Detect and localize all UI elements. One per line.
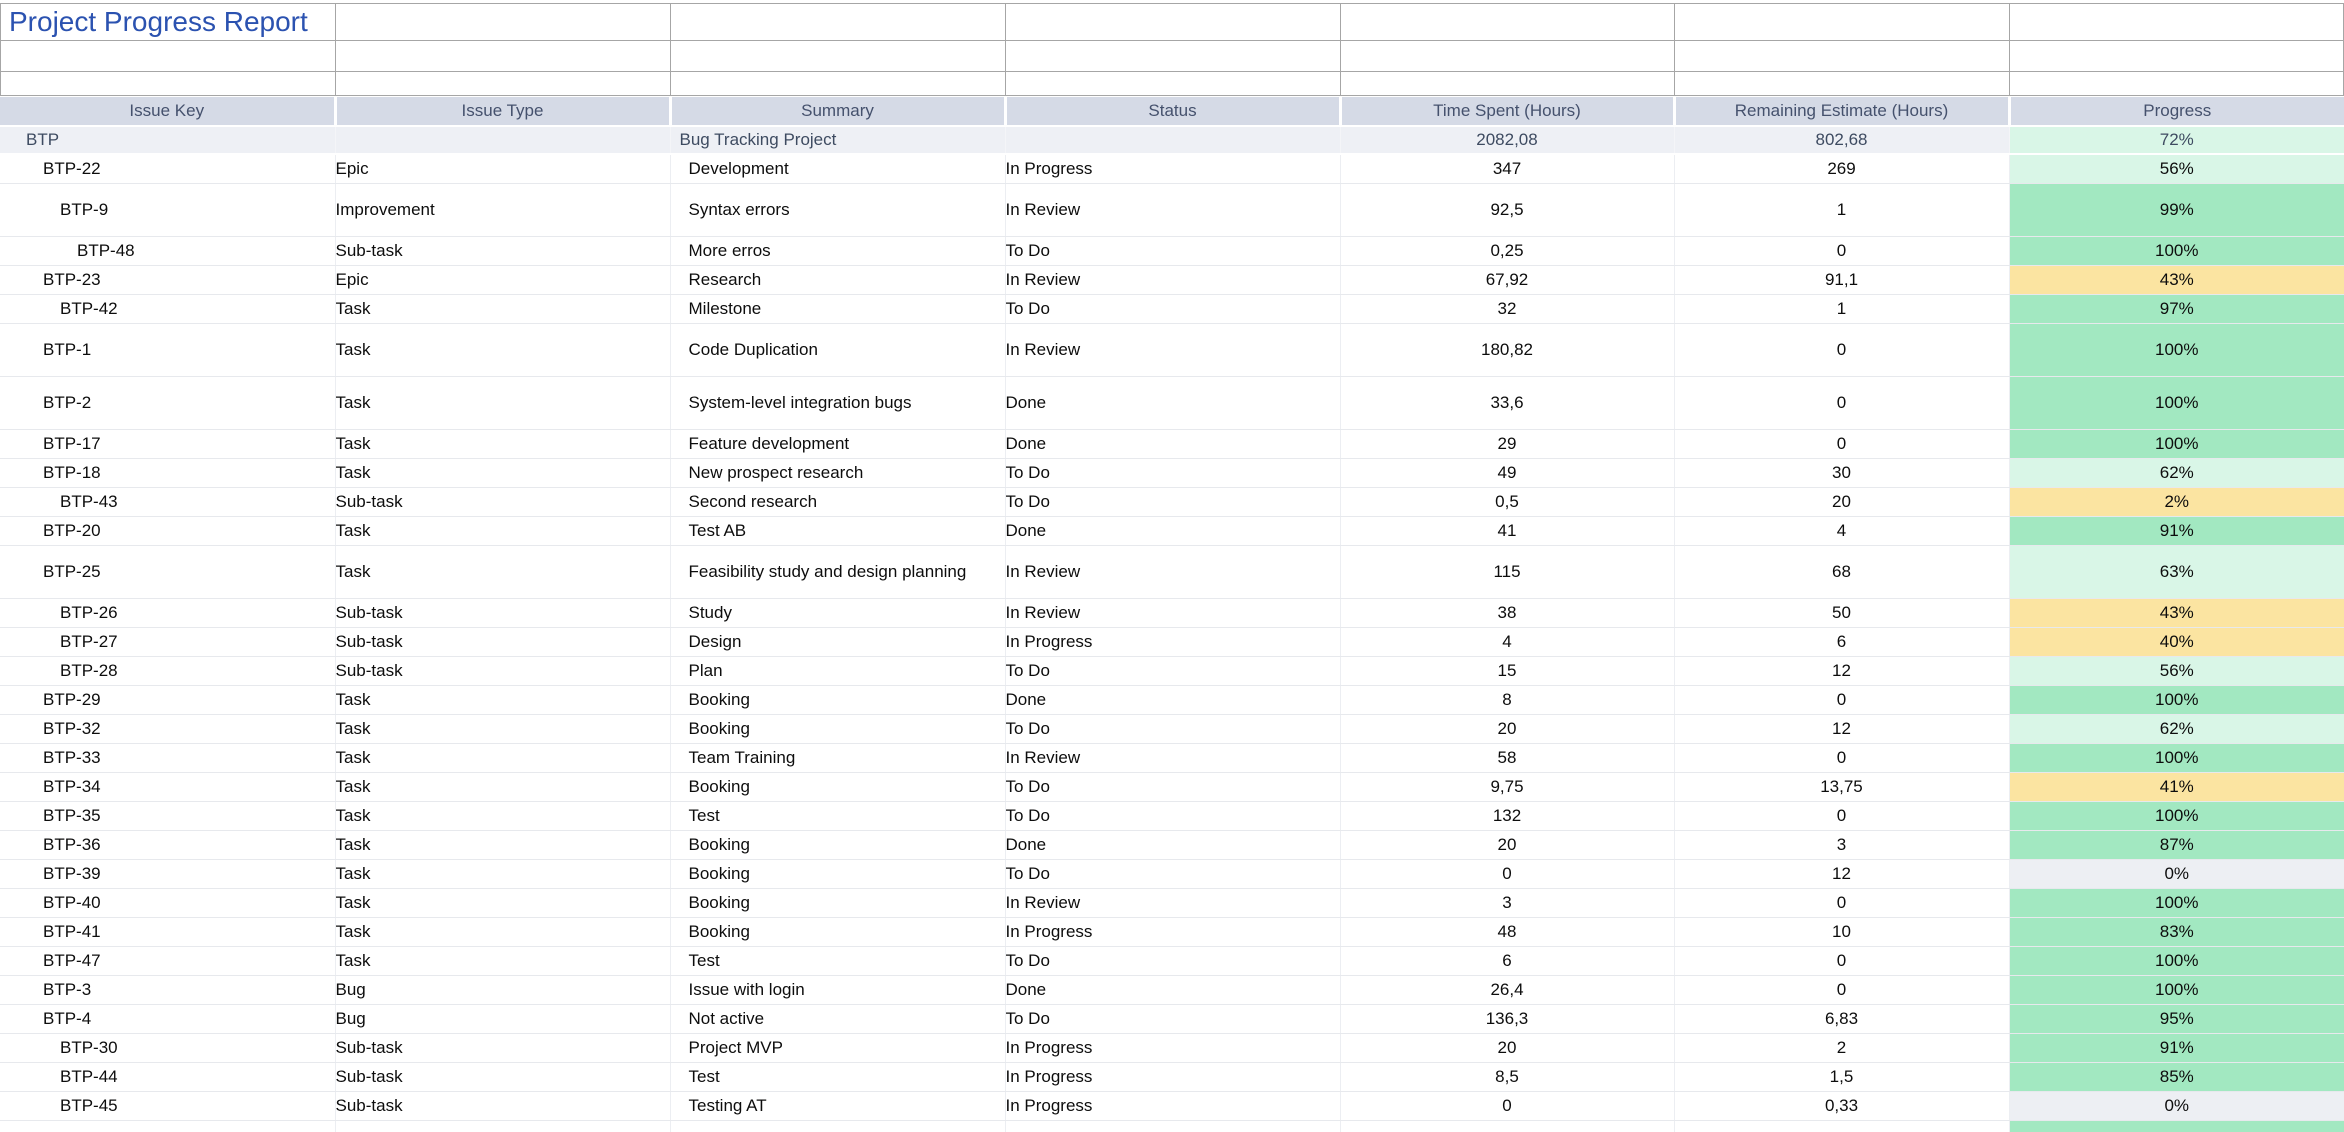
cell-issue-key[interactable]: BTP-17 [0, 429, 335, 458]
cell-remaining-estimate[interactable]: 1 [1674, 294, 2009, 323]
cell-status[interactable]: Done [1005, 830, 1340, 859]
table-row [0, 598, 2344, 627]
cell-issue-type[interactable]: Bug [335, 975, 670, 1004]
cell-remaining-estimate[interactable]: 30 [1674, 458, 2009, 487]
cell-progress[interactable]: 91% [2009, 1033, 2344, 1062]
table-row [0, 154, 2344, 183]
cell-issue-key[interactable]: BTP-40 [0, 888, 335, 917]
column-header-time-spent[interactable]: Time Spent (Hours) [1340, 97, 1674, 126]
empty-cell[interactable] [1341, 72, 1675, 96]
cell-issue-type[interactable]: Task [335, 859, 670, 888]
table-row [0, 265, 2344, 294]
cell-remaining-estimate[interactable]: 0 [1674, 743, 2009, 772]
table-row [0, 458, 2344, 487]
cell-issue-type[interactable]: Task [335, 830, 670, 859]
table-row [0, 545, 2344, 598]
cell-time-spent[interactable]: 26,4 [1340, 975, 1674, 1004]
cell-time-spent[interactable]: 180,82 [1340, 323, 1674, 376]
cell-summary[interactable]: Design [670, 627, 1005, 656]
cell-progress[interactable]: 100% [2009, 236, 2344, 265]
empty-cell[interactable] [1341, 41, 1675, 72]
cell-status[interactable]: To Do [1005, 772, 1340, 801]
table-row [0, 516, 2344, 545]
empty-cell[interactable] [1341, 4, 1675, 41]
cell-time-spent[interactable]: 2082,08 [1340, 126, 1674, 154]
empty-cell[interactable] [336, 72, 671, 96]
cell-issue-type[interactable]: Bug [335, 1004, 670, 1033]
cell-status[interactable]: To Do [1005, 946, 1340, 975]
table-row [0, 743, 2344, 772]
cell-issue-type[interactable]: Task [335, 429, 670, 458]
cell-remaining-estimate[interactable]: 0 [1674, 429, 2009, 458]
cell-status[interactable]: In Review [1005, 323, 1340, 376]
cell-summary[interactable]: Second research [670, 487, 1005, 516]
cell-remaining-estimate[interactable]: 0 [1674, 801, 2009, 830]
cell-remaining-estimate[interactable]: 91,1 [1674, 265, 2009, 294]
cell-issue-key[interactable]: BTP-22 [0, 154, 335, 183]
cell-summary[interactable]: Test [670, 801, 1005, 830]
cell-status[interactable]: Done [1005, 685, 1340, 714]
cell-status[interactable]: In Review [1005, 743, 1340, 772]
title-grid [0, 3, 2344, 96]
cell-progress[interactable]: 83% [2009, 917, 2344, 946]
header-row [0, 97, 2344, 126]
cell-issue-key[interactable]: BTP-28 [0, 656, 335, 685]
cell-issue-type[interactable] [335, 126, 670, 154]
cell-issue-type[interactable]: Sub-task [335, 236, 670, 265]
cell-issue-type[interactable]: Task [335, 323, 670, 376]
cell-issue-key[interactable]: BTP-47 [0, 946, 335, 975]
cell-remaining-estimate[interactable]: 0 [1674, 888, 2009, 917]
cell-time-spent[interactable]: 4 [1340, 627, 1674, 656]
cell-issue-key[interactable]: BTP-33 [0, 743, 335, 772]
cell-progress[interactable]: 63% [2009, 545, 2344, 598]
cell-summary[interactable]: Not active [670, 1004, 1005, 1033]
table-row [0, 236, 2344, 265]
cell-remaining-estimate[interactable]: 4 [1674, 516, 2009, 545]
cell-summary[interactable]: Test AB [670, 516, 1005, 545]
cell-status[interactable]: To Do [1005, 656, 1340, 685]
cell-status[interactable]: To Do [1005, 294, 1340, 323]
table-row [0, 429, 2344, 458]
cell-summary[interactable]: Booking [670, 830, 1005, 859]
cell-time-spent[interactable]: 20 [1340, 830, 1674, 859]
cell-time-spent[interactable]: 0 [1340, 859, 1674, 888]
table-row [0, 656, 2344, 685]
table-header [0, 97, 2344, 126]
cell-issue-key[interactable]: BTP [0, 126, 335, 154]
cell-progress[interactable]: 43% [2009, 598, 2344, 627]
cell-time-spent[interactable]: 3 [1340, 888, 1674, 917]
cell-status[interactable]: To Do [1005, 458, 1340, 487]
cell-issue-key[interactable]: BTP-42 [0, 294, 335, 323]
empty-cell[interactable] [2010, 72, 2344, 96]
table-row [0, 946, 2344, 975]
cell-issue-type[interactable]: Epic [335, 265, 670, 294]
cell-status[interactable]: To Do [1005, 714, 1340, 743]
cell-issue-key[interactable]: BTP-3 [0, 975, 335, 1004]
cell-issue-key[interactable]: BTP-27 [0, 627, 335, 656]
cell-summary[interactable]: Development [670, 154, 1005, 183]
table-body [0, 126, 2344, 1132]
table-row [0, 294, 2344, 323]
table-row [0, 801, 2344, 830]
title-row [1, 4, 2344, 41]
cell-issue-type[interactable]: Task [335, 376, 670, 429]
cell-time-spent[interactable]: 32 [1340, 294, 1674, 323]
cell-issue-type[interactable]: Sub-task [335, 1091, 670, 1120]
cell-time-spent[interactable]: 58 [1340, 743, 1674, 772]
cell-progress[interactable]: 95% [2009, 1004, 2344, 1033]
cell-remaining-estimate[interactable]: 0 [1674, 946, 2009, 975]
empty-cell[interactable] [671, 4, 1006, 41]
table-row [0, 627, 2344, 656]
empty-cell[interactable] [1675, 41, 2010, 72]
cell-summary[interactable]: Test [670, 946, 1005, 975]
report-table [0, 97, 2344, 1132]
cell-summary[interactable]: Plan [670, 656, 1005, 685]
cell-issue-type[interactable]: Task [335, 516, 670, 545]
cell-status[interactable]: Done [1005, 975, 1340, 1004]
cell-status[interactable]: To Do [1005, 801, 1340, 830]
cell-progress[interactable]: 100% [2009, 376, 2344, 429]
cell-progress[interactable]: 100% [2009, 685, 2344, 714]
table-row [0, 1091, 2344, 1120]
cell-summary[interactable]: Booking [670, 714, 1005, 743]
empty-cell[interactable] [336, 41, 671, 72]
cell-issue-key[interactable]: BTP-1 [0, 323, 335, 376]
cell-issue-key[interactable]: BTP-41 [0, 917, 335, 946]
cell-progress[interactable]: 0% [2009, 1091, 2344, 1120]
cell-time-spent[interactable]: 0,5 [1340, 487, 1674, 516]
cell-issue-type[interactable]: Sub-task [335, 1062, 670, 1091]
cell-summary[interactable]: Milestone [670, 294, 1005, 323]
cell-summary[interactable]: Team Training [670, 743, 1005, 772]
cell-progress[interactable]: 41% [2009, 772, 2344, 801]
cell-summary[interactable]: Booking [670, 917, 1005, 946]
cell-issue-type[interactable]: Sub-task [335, 1033, 670, 1062]
cell-issue-type[interactable]: Task [335, 888, 670, 917]
cell-remaining-estimate[interactable]: 6 [1674, 627, 2009, 656]
table-row [0, 1033, 2344, 1062]
cell-remaining-estimate[interactable]: 0 [1674, 236, 2009, 265]
cell-time-spent[interactable]: 115 [1340, 545, 1674, 598]
cell-remaining-estimate[interactable]: 20 [1674, 487, 2009, 516]
cell-progress[interactable]: 100% [2009, 743, 2344, 772]
cell-issue-key[interactable]: BTP-48 [0, 236, 335, 265]
cell-time-spent[interactable]: 29 [1340, 429, 1674, 458]
cell-issue-type[interactable]: Task [335, 545, 670, 598]
cell-progress[interactable]: 99% [2009, 183, 2344, 236]
cell-remaining-estimate[interactable]: 269 [1674, 154, 2009, 183]
cell-progress[interactable]: 100% [2009, 946, 2344, 975]
cell-progress[interactable]: 56% [2009, 656, 2344, 685]
cell-summary[interactable]: Testing AT [670, 1091, 1005, 1120]
cell-remaining-estimate[interactable]: 10 [1674, 917, 2009, 946]
cell-remaining-estimate[interactable]: 6,83 [1674, 1004, 2009, 1033]
empty-row [1, 41, 2344, 72]
cell-summary[interactable]: Booking [670, 859, 1005, 888]
cell-issue-key[interactable]: BTP-36 [0, 830, 335, 859]
cell-progress[interactable]: 100% [2009, 801, 2344, 830]
cell-summary[interactable]: Project MVP [670, 1033, 1005, 1062]
cell-time-spent[interactable]: 48 [1340, 917, 1674, 946]
cell-issue-key[interactable]: BTP-4 [0, 1004, 335, 1033]
empty-cell[interactable] [1006, 4, 1341, 41]
cell-issue-type[interactable]: Task [335, 294, 670, 323]
cell-issue-key[interactable]: BTP-30 [0, 1033, 335, 1062]
cell-time-spent[interactable]: 38 [1340, 598, 1674, 627]
cell-progress[interactable]: 43% [2009, 265, 2344, 294]
empty-cell[interactable] [671, 72, 1006, 96]
cell-issue-key[interactable]: BTP-39 [0, 859, 335, 888]
cell-time-spent[interactable]: 132 [1340, 801, 1674, 830]
cell-status[interactable]: In Review [1005, 183, 1340, 236]
cell-issue-key[interactable]: BTP-32 [0, 714, 335, 743]
cell-summary[interactable]: New prospect research [670, 458, 1005, 487]
cell-issue-key[interactable]: BTP-26 [0, 598, 335, 627]
cell-remaining-estimate[interactable]: 0 [1674, 323, 2009, 376]
column-header-issue-key[interactable]: Issue Key [0, 97, 335, 126]
cell-status[interactable]: Done [1005, 429, 1340, 458]
cell-issue-type[interactable]: Task [335, 917, 670, 946]
cell-progress[interactable]: 62% [2009, 714, 2344, 743]
cell-summary[interactable]: Issue with login [670, 975, 1005, 1004]
column-header-summary[interactable]: Summary [670, 97, 1005, 126]
cell-progress[interactable]: 100% [2009, 323, 2344, 376]
cell-issue-key[interactable]: BTP-45 [0, 1091, 335, 1120]
cell-issue-key[interactable]: BTP-43 [0, 487, 335, 516]
cell-time-spent[interactable]: 15 [1340, 656, 1674, 685]
cell-summary[interactable]: Booking [670, 772, 1005, 801]
cell-time-spent[interactable]: 41 [1340, 516, 1674, 545]
cell-status[interactable]: In Review [1005, 598, 1340, 627]
cell-issue-key[interactable]: BTP-18 [0, 458, 335, 487]
cell-time-spent[interactable]: 0,25 [1340, 236, 1674, 265]
cell-time-spent[interactable]: 20 [1340, 714, 1674, 743]
cell-issue-type[interactable]: Task [335, 685, 670, 714]
cell-time-spent[interactable]: 347 [1340, 154, 1674, 183]
cell-remaining-estimate[interactable]: 0 [1674, 376, 2009, 429]
cell-progress[interactable] [2009, 1120, 2344, 1132]
table-row [0, 323, 2344, 376]
cell-status[interactable]: In Progress [1005, 1062, 1340, 1091]
cell-issue-type[interactable]: Task [335, 801, 670, 830]
cell-status[interactable]: In Progress [1005, 917, 1340, 946]
cell-remaining-estimate[interactable]: 50 [1674, 598, 2009, 627]
cell-progress[interactable]: 87% [2009, 830, 2344, 859]
cell-status[interactable]: To Do [1005, 236, 1340, 265]
cell-status[interactable]: In Progress [1005, 1033, 1340, 1062]
cell-issue-key[interactable]: BTP-20 [0, 516, 335, 545]
cell-status[interactable]: In Progress [1005, 154, 1340, 183]
cell-issue-type[interactable]: Task [335, 743, 670, 772]
cell-progress[interactable]: 0% [2009, 859, 2344, 888]
cell-time-spent[interactable]: 6 [1340, 946, 1674, 975]
cell-issue-key[interactable] [0, 1120, 335, 1132]
column-header-status[interactable]: Status [1005, 97, 1340, 126]
table-row [0, 975, 2344, 1004]
table-row [0, 376, 2344, 429]
cell-progress[interactable]: 97% [2009, 294, 2344, 323]
project-summary-row [0, 126, 2344, 154]
cell-progress[interactable]: 2% [2009, 487, 2344, 516]
column-header-issue-type[interactable]: Issue Type [335, 97, 670, 126]
column-header-progress[interactable]: Progress [2009, 97, 2344, 126]
cell-issue-key[interactable]: BTP-34 [0, 772, 335, 801]
cell-time-spent[interactable]: 8,5 [1340, 1062, 1674, 1091]
empty-cell[interactable] [671, 41, 1006, 72]
column-header-remaining-estimate[interactable]: Remaining Estimate (Hours) [1674, 97, 2009, 126]
empty-cell[interactable] [1675, 72, 2010, 96]
cell-time-spent[interactable]: 49 [1340, 458, 1674, 487]
empty-cell[interactable] [1006, 41, 1341, 72]
table-row [0, 830, 2344, 859]
cell-remaining-estimate[interactable]: 12 [1674, 859, 2009, 888]
cell-issue-type[interactable]: Task [335, 772, 670, 801]
cell-status[interactable]: Done [1005, 376, 1340, 429]
table-row [0, 685, 2344, 714]
cell-summary[interactable]: System-level integration bugs [670, 376, 1005, 429]
cell-summary[interactable]: More erros [670, 236, 1005, 265]
cell-issue-type[interactable]: Sub-task [335, 487, 670, 516]
cell-remaining-estimate[interactable]: 802,68 [1674, 126, 2009, 154]
cell-summary[interactable]: Research [670, 265, 1005, 294]
table-row [0, 1062, 2344, 1091]
cell-status[interactable]: In Progress [1005, 1091, 1340, 1120]
cell-time-spent[interactable]: 33,6 [1340, 376, 1674, 429]
table-row [0, 888, 2344, 917]
cell-time-spent[interactable]: 0 [1340, 1091, 1674, 1120]
cell-issue-key[interactable]: BTP-44 [0, 1062, 335, 1091]
cell-progress[interactable]: 72% [2009, 126, 2344, 154]
empty-cell[interactable] [1, 41, 336, 72]
cell-issue-key[interactable]: BTP-35 [0, 801, 335, 830]
cell-time-spent[interactable]: 9,75 [1340, 772, 1674, 801]
cell-remaining-estimate[interactable]: 2 [1674, 1033, 2009, 1062]
empty-cell[interactable] [2010, 41, 2344, 72]
cell-progress[interactable]: 85% [2009, 1062, 2344, 1091]
page-title: Project Progress Report [9, 6, 308, 37]
cell-summary[interactable]: Booking [670, 685, 1005, 714]
cell-remaining-estimate[interactable]: 1 [1674, 183, 2009, 236]
table-row [0, 487, 2344, 516]
cell-time-spent[interactable]: 67,92 [1340, 265, 1674, 294]
table-row [0, 859, 2344, 888]
cell-issue-type[interactable]: Task [335, 458, 670, 487]
cell-status[interactable]: Done [1005, 516, 1340, 545]
cell-status[interactable]: To Do [1005, 859, 1340, 888]
title-cell[interactable] [1, 4, 336, 41]
cell-status[interactable] [1005, 126, 1340, 154]
empty-cell[interactable] [1, 72, 336, 96]
cell-status[interactable]: To Do [1005, 1004, 1340, 1033]
cell-issue-key[interactable]: BTP-23 [0, 265, 335, 294]
cell-issue-type[interactable]: Sub-task [335, 656, 670, 685]
cell-summary[interactable] [670, 1120, 1005, 1132]
table-row [0, 714, 2344, 743]
empty-cell[interactable] [2010, 4, 2344, 41]
cell-summary[interactable]: Booking [670, 888, 1005, 917]
cell-remaining-estimate[interactable]: 1,5 [1674, 1062, 2009, 1091]
table-row [0, 917, 2344, 946]
cell-status[interactable]: In Review [1005, 545, 1340, 598]
cell-status[interactable]: In Progress [1005, 627, 1340, 656]
cell-remaining-estimate[interactable]: 0 [1674, 975, 2009, 1004]
cell-progress[interactable]: 100% [2009, 888, 2344, 917]
cell-progress[interactable]: 40% [2009, 627, 2344, 656]
cell-time-spent[interactable]: 20 [1340, 1033, 1674, 1062]
cell-status[interactable] [1005, 1120, 1340, 1132]
cell-summary[interactable]: Test [670, 1062, 1005, 1091]
cell-progress[interactable]: 100% [2009, 429, 2344, 458]
cell-summary[interactable]: Syntax errors [670, 183, 1005, 236]
cell-issue-type[interactable]: Sub-task [335, 627, 670, 656]
partial-row [0, 1120, 2344, 1132]
cell-time-spent[interactable] [1340, 1120, 1674, 1132]
cell-status[interactable]: To Do [1005, 487, 1340, 516]
cell-issue-type[interactable]: Task [335, 946, 670, 975]
cell-time-spent[interactable]: 92,5 [1340, 183, 1674, 236]
cell-progress[interactable]: 62% [2009, 458, 2344, 487]
cell-remaining-estimate[interactable]: 68 [1674, 545, 2009, 598]
cell-issue-type[interactable] [335, 1120, 670, 1132]
cell-issue-type[interactable]: Task [335, 714, 670, 743]
cell-remaining-estimate[interactable]: 13,75 [1674, 772, 2009, 801]
cell-summary[interactable]: Feature development [670, 429, 1005, 458]
cell-time-spent[interactable]: 8 [1340, 685, 1674, 714]
cell-remaining-estimate[interactable]: 0,33 [1674, 1091, 2009, 1120]
cell-issue-type[interactable]: Epic [335, 154, 670, 183]
table-row [0, 183, 2344, 236]
cell-issue-key[interactable]: BTP-2 [0, 376, 335, 429]
cell-time-spent[interactable]: 136,3 [1340, 1004, 1674, 1033]
cell-remaining-estimate[interactable]: 12 [1674, 656, 2009, 685]
cell-progress[interactable]: 56% [2009, 154, 2344, 183]
cell-remaining-estimate[interactable] [1674, 1120, 2009, 1132]
cell-progress[interactable]: 100% [2009, 975, 2344, 1004]
table-row [0, 1004, 2344, 1033]
cell-remaining-estimate[interactable]: 12 [1674, 714, 2009, 743]
cell-remaining-estimate[interactable]: 0 [1674, 685, 2009, 714]
cell-summary[interactable]: Bug Tracking Project [670, 126, 1005, 154]
table-row [0, 772, 2344, 801]
cell-issue-type[interactable]: Improvement [335, 183, 670, 236]
cell-summary[interactable]: Study [670, 598, 1005, 627]
cell-issue-key[interactable]: BTP-9 [0, 183, 335, 236]
cell-status[interactable]: In Review [1005, 888, 1340, 917]
cell-issue-key[interactable]: BTP-29 [0, 685, 335, 714]
cell-status[interactable]: In Review [1005, 265, 1340, 294]
empty-row [1, 72, 2344, 96]
cell-issue-type[interactable]: Sub-task [335, 598, 670, 627]
empty-cell[interactable] [336, 4, 671, 41]
empty-cell[interactable] [1675, 4, 2010, 41]
cell-summary[interactable]: Code Duplication [670, 323, 1005, 376]
empty-cell[interactable] [1006, 72, 1341, 96]
cell-remaining-estimate[interactable]: 3 [1674, 830, 2009, 859]
cell-summary[interactable]: Feasibility study and design planning [670, 545, 1005, 598]
cell-issue-key[interactable]: BTP-25 [0, 545, 335, 598]
cell-progress[interactable]: 91% [2009, 516, 2344, 545]
